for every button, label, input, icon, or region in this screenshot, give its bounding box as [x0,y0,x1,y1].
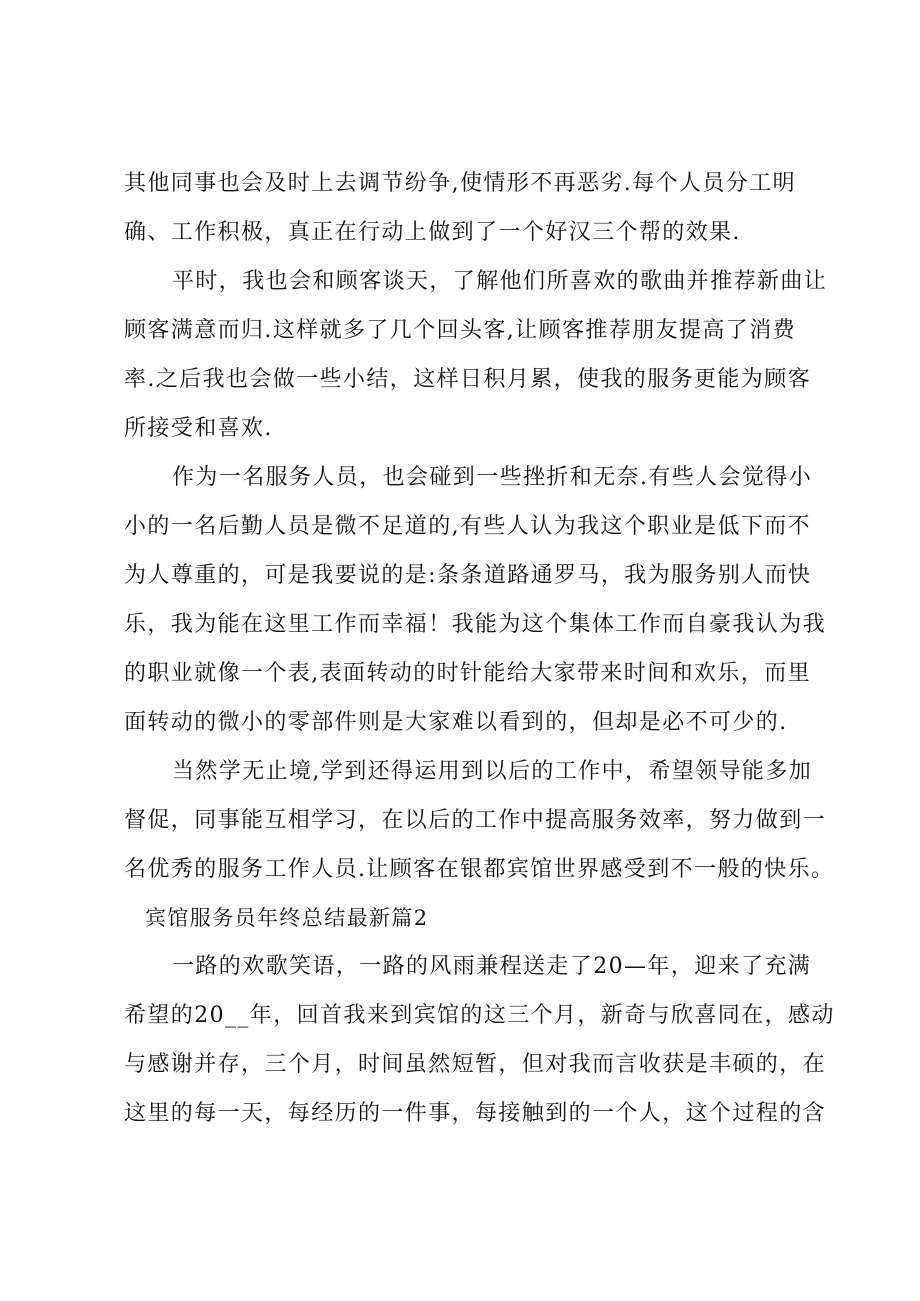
paragraph-line: 确、工作积极，真正在行动上做到了一个好汉三个帮的效果. [124,220,741,245]
section-heading: 宾馆服务员年终总结最新篇2 [145,906,429,930]
paragraph-line: 面转动的微小的零部件则是大家难以看到的，但却是必不可少的. [124,710,788,735]
paragraph-line: 当然学无止境,学到还得运用到以后的工作中，希望领导能多加 [172,759,813,784]
paragraph-line: 希望的20__年，回首我来到宾馆的这三个月，新奇与欣喜同在，感动 [124,1003,835,1028]
paragraph-line: 乐，我为能在这里工作而幸福！我能为这个集体工作而自豪我认为我 [124,612,827,637]
paragraph-line: 这里的每一天，每经历的一件事，每接触到的一个人，这个过程的含 [124,1101,827,1126]
paragraph-line: 小的一名后勤人员是微不足道的,有些人认为我这个职业是低下而不 [124,514,811,539]
paragraph-line: 平时，我也会和顾客谈天，了解他们所喜欢的歌曲并推荐新曲让 [172,269,828,294]
paragraph-line: 其他同事也会及时上去调节纷争,使情形不再恶劣.每个人员分工明 [124,171,796,196]
paragraph-line: 所接受和喜欢. [124,416,273,441]
paragraph-line: 名优秀的服务工作人员.让顾客在银都宾馆世界感受到不一般的快乐。 [124,857,835,882]
paragraph-line: 率.之后我也会做一些小结，这样日积月累，使我的服务更能为顾客 [124,367,811,392]
paragraph-line: 的职业就像一个表,表面转动的时针能给大家带来时间和欢乐，而里 [124,661,811,686]
paragraph-line: 一路的欢歌笑语，一路的风雨兼程送走了20—年，迎来了充满 [172,954,812,979]
paragraph-line: 与感谢并存，三个月，时间虽然短暂，但对我而言收获是丰硕的，在 [124,1052,827,1077]
paragraph-line: 为人尊重的，可是我要说的是:条条道路通罗马，我为服务别人而快 [124,563,812,588]
paragraph-line: 督促，同事能互相学习，在以后的工作中提高服务效率，努力做到一 [124,808,827,833]
paragraph-line: 作为一名服务人员，也会碰到一些挫折和无奈.有些人会觉得小 [172,465,813,490]
paragraph-line: 顾客满意而归.这样就多了几个回头客,让顾客推荐朋友提高了消费 [124,318,796,343]
